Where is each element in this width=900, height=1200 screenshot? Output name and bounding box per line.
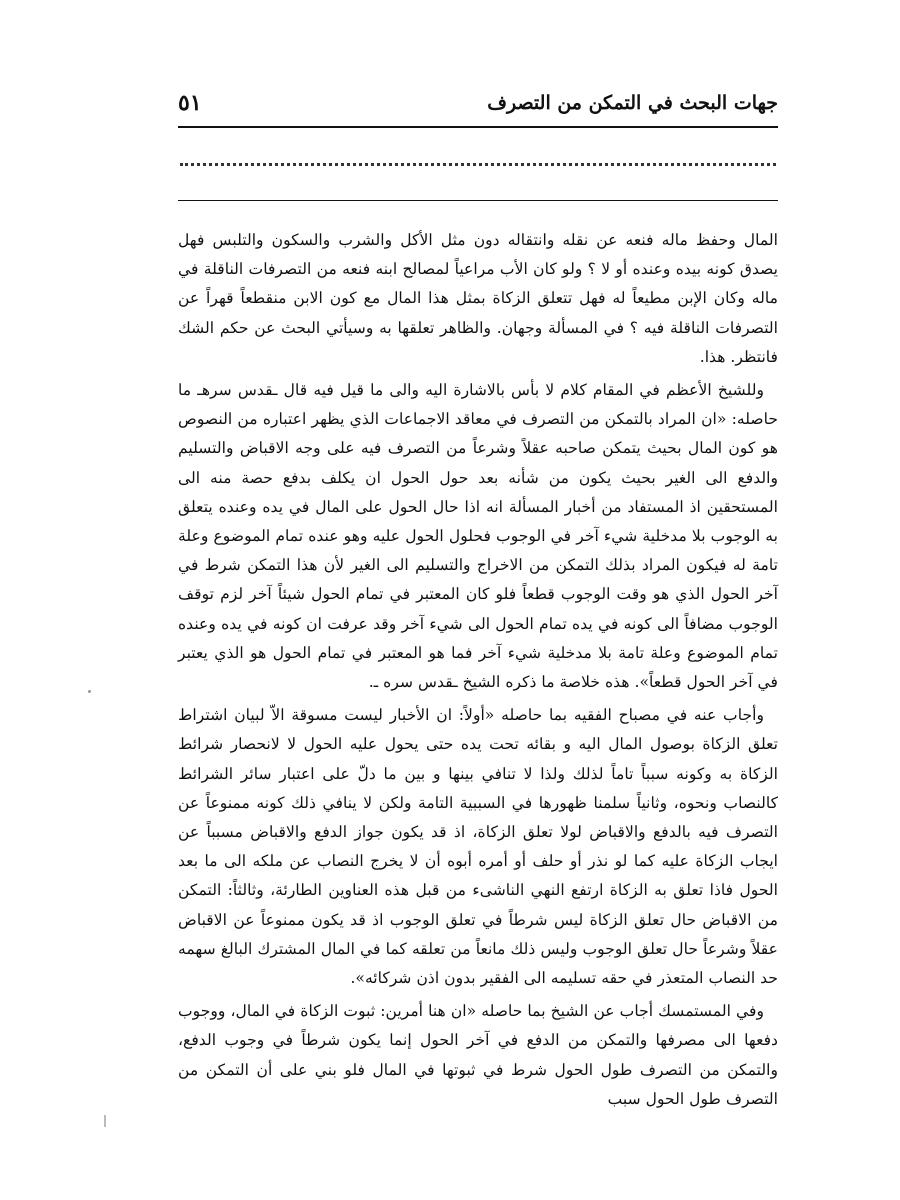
paragraph: وللشيخ الأعظم في المقام كلام لا بأس بالاشارة اليه والى ما قيل فيه قال ـقدس سرهـ ما حاصله: «ان المراد بالتمكن من التصرف في معاقد الاجماعات الذي يظهر اعتباره من النصوص هو كون المال بحيث يتمكن صاحبه عقلاً وشرعاً من التصرف فيه على وجه الاقباض والتسليم والدفع الى الغير بحيث يكون من شأنه بعد حول الحول ان يكلف بدفع حصة منه الى المستحقين اذ المستفاد من أخبار المسألة انه اذا حال الحول على المال في يده وعنده يتعلق به الوجوب بلا مدخلية شيء آخر في الوجوب فحلول الحول عليه وهو عنده تمام الموضوع وعلة تامة له فيكون المراد بذلك التمكن من الاخراج والتسليم الى الغير لأن هذا التمكن شرط في آخر الحول الذي هو وقت الوجوب قطعاً فلو كان المعتبر في تمام الحول شيئاً آخر لزم توقف الوجوب مضافاً الى كونه في يده تمام الحول الى شيء آخر وقد عرفت ان كونه في يده وعنده تمام الموضوع وعلة تامة بلا مدخلية شيء آخر فما هو المعتبر في تمام الحول هو الذي يعتبر في آخر الحول قطعاً». هذه خلاصة ما ذكره الشيخ ـقدس سره ـ. xyxy=(178,381,778,692)
page-number: ٥١ xyxy=(178,90,202,116)
margin-speck xyxy=(88,690,91,693)
margin-speck xyxy=(104,1115,106,1127)
running-title: جهات البحث في التمكن من التصرف xyxy=(487,92,778,114)
section-rule xyxy=(178,200,778,201)
running-header xyxy=(178,88,778,128)
paragraph: المال وحفظ ماله فنعه عن نقله وانتقاله دون مثل الأكل والشرب والسكون والتلبس فهل يصدق كونه بيده وعنده أو لا ؟ ولو كان الأب مراعياً لمصالح ابنه فنعه من التصرفات الناقلة في ماله وكان الإبن مطيعاً له فهل تتعلق الزكاة بمثل هذا المال مع كون الابن منقطعاً قهراً عن التصرفات الناقلة فيه ؟ في المسألة وجهان. والظاهر تعلقها به وسيأتي البحث عن حكم الشك فانتظر. هذا. xyxy=(178,231,778,366)
paragraph: وأجاب عنه في مصباح الفقيه بما حاصله «أولاً: ان الأخبار ليست مسوقة الاّ لبيان اشتراط تعلق الزكاة بوصول المال اليه و بقائه تحت يده حتى يحول عليه الحول لا لانحصار شرائط الزكاة به وكونه سبباً تاماً لذلك ولذا لا تنافي بينها و بين ما دلّ على اعتبار سائر الشرائط كالنصاب ونحوه، وثانياً سلمنا ظهورها في السببية التامة ولكن لا ينافي ذلك كونه ممنوعاً عن التصرف فيه بالدفع والاقباض لولا تعلق الزكاة، اذ قد يكون جواز الدفع والاقباض مسبباً عن ايجاب الزكاة عليه كما لو نذر أو حلف أو أمره أبوه أن لا يخرج النصاب عن ملكه الى ما بعد الحول فاذا تعلق به الزكاة ارتفع النهي الناشىء من قبل هذه العناوين الطارئة، وثالثاً: التمكن من الاقباض حال تعلق الزكاة ليس شرطاً في تعلق الوجوب اذ قد يكون ممنوعاً عن الاقباض عقلاً وشرعاً حال تعلق الوجوب وليس ذلك مانعاً من تعلقه كما في المال المشترك البالغ سهمه حد النصاب المتعذر في حقه تسليمه الى الفقير بدون اذن شركائه». xyxy=(178,706,778,988)
paragraph: وفي المستمسك أجاب عن الشيخ بما حاصله «ان هنا أمرين: ثبوت الزكاة في المال، ووجوب دفعها الى مصرفها والتمكن من الدفع في آخر الحول إنما يكون شرطاً في وجوب الدفع، والتمكن من التصرف طول الحول شرط في ثبوتها في المال فلو بني على أن التمكن من التصرف طول الحول سبب xyxy=(178,1002,778,1108)
header-rule xyxy=(178,126,778,128)
dotted-separator xyxy=(180,163,776,166)
body-text xyxy=(178,226,778,1118)
